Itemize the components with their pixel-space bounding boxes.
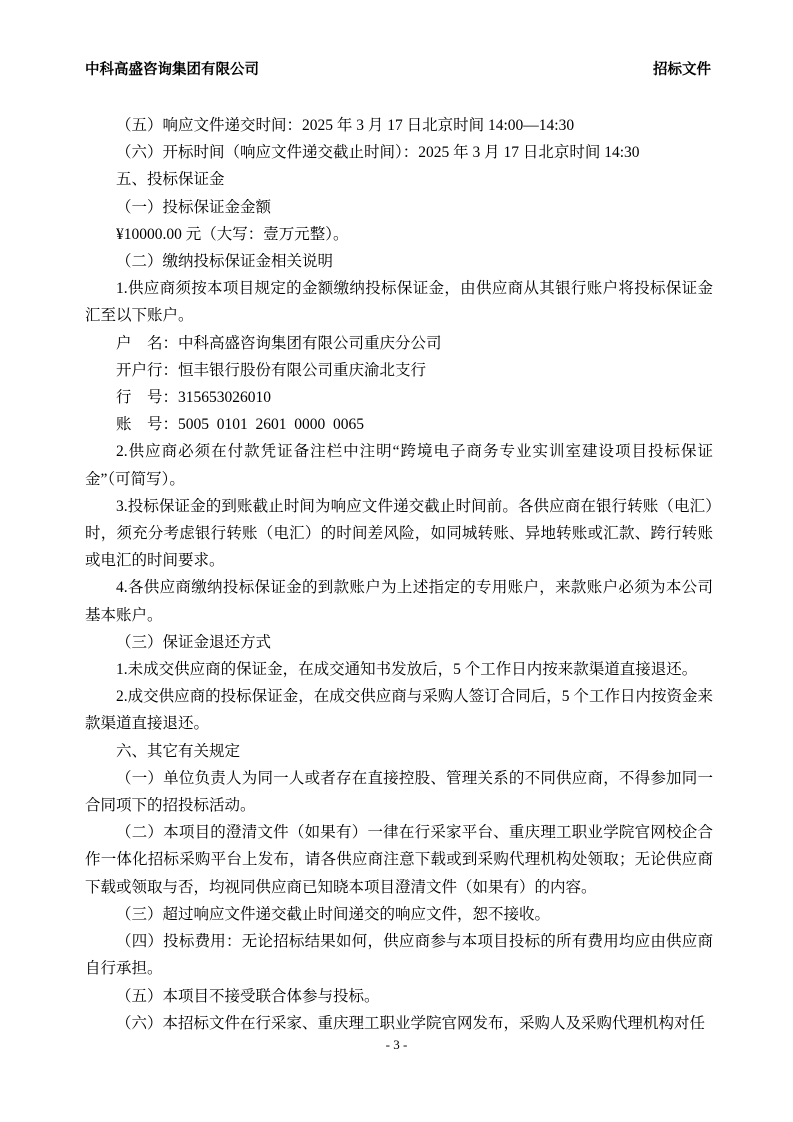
page-header [85,60,711,80]
paragraph-delivery-time: （五）响应文件递交时间：2025 年 3 月 17 日北京时间 14:00—14:30 [116,117,575,134]
subsection-deposit-amount: （一）投标保证金金额 [116,198,272,216]
paragraph-opening-time: （六）开标时间（响应文件递交截止时间）：2025 年 3 月 17 日北京时间 14:30 [116,144,640,162]
paragraph-payment-rule-2: 2.供应商必须在付款凭证备注栏中注明“跨境电子商务专业实训室建设项目投标保证金”（可简写）。 [85,443,713,488]
header-company: 中科高盛咨询集团有限公司 [85,62,259,78]
paragraph-refund-rule-2: 2.成交供应商的投标保证金，在成交供应商与采购人签订合同后，5 个工作日内按资金来款渠道直接退还。 [85,688,713,733]
document-body [85,112,713,1037]
paragraph-payment-rule-4: 4.各供应商缴纳投标保证金的到款账户为上述指定的专用账户，来款账户必须为本公司基本账户。 [85,579,713,624]
bank-account-name: 户 名：中科高盛咨询集团有限公司重庆分公司 [116,334,442,352]
paragraph-payment-rule-1: 1.供应商须按本项目规定的金额缴纳投标保证金，由供应商从其银行账户将投标保证金汇至以下账户。 [85,280,713,325]
paragraph-other-rule-3: （三）超过响应文件递交截止时间递交的响应文件，恕不接收。 [116,905,551,923]
account-number: 账 号：5005 0101 2601 0000 0065 [116,416,365,434]
subsection-deposit-payment: （二）缴纳投标保证金相关说明 [116,253,334,271]
subsection-deposit-refund: （三）保证金退还方式 [116,633,272,651]
paragraph-deposit-value: ¥10000.00 元（大写：壹万元整）。 [116,225,349,243]
section-heading-bid-deposit: 五、投标保证金 [116,171,225,189]
page-footer [0,1036,793,1054]
paragraph-refund-rule-1: 1.未成交供应商的保证金，在成交通知书发放后，5 个工作日内按来款渠道直接退还。 [116,661,698,679]
section-heading-other-rules: 六、其它有关规定 [116,742,241,760]
paragraph-other-rule-2: （二）本项目的澄清文件（如果有）一律在行采家平台、重庆理工职业学院官网校企合作一体化招标采购平台上发布，请各供应商注意下载或到采购代理机构处领取；无论供应商下载或领取与否，均视同供应商已知晓本项目澄清文件（如果有）的内容。 [85,824,713,896]
bank-number: 行 号：315653026010 [116,389,272,407]
paragraph-other-rule-4: （四）投标费用：无论招标结果如何，供应商参与本项目投标的所有费用均应由供应商自行承担。 [85,933,713,978]
bank-branch: 开户行：恒丰银行股份有限公司重庆渝北支行 [116,361,427,379]
paragraph-payment-rule-3: 3.投标保证金的到账截止时间为响应文件递交截止时间前。各供应商在银行转账（电汇）时，须充分考虑银行转账（电汇）的时间差风险，如同城转账、异地转账或汇款、跨行转账或电汇的时间要求。 [85,497,713,570]
paragraph-other-rule-5: （五）本项目不接受联合体参与投标。 [116,987,380,1005]
paragraph-other-rule-1: （一）单位负责人为同一人或者存在直接控股、管理关系的不同供应商，不得参加同一合同项下的招投标活动。 [85,769,713,815]
header-doc-label: 招标文件 [653,62,711,78]
paragraph-other-rule-6: （六）本招标文件在行采家、重庆理工职业学院官网发布，采购人及采购代理机构对任 [116,1014,706,1032]
page-number: - 3 - [385,1037,408,1052]
